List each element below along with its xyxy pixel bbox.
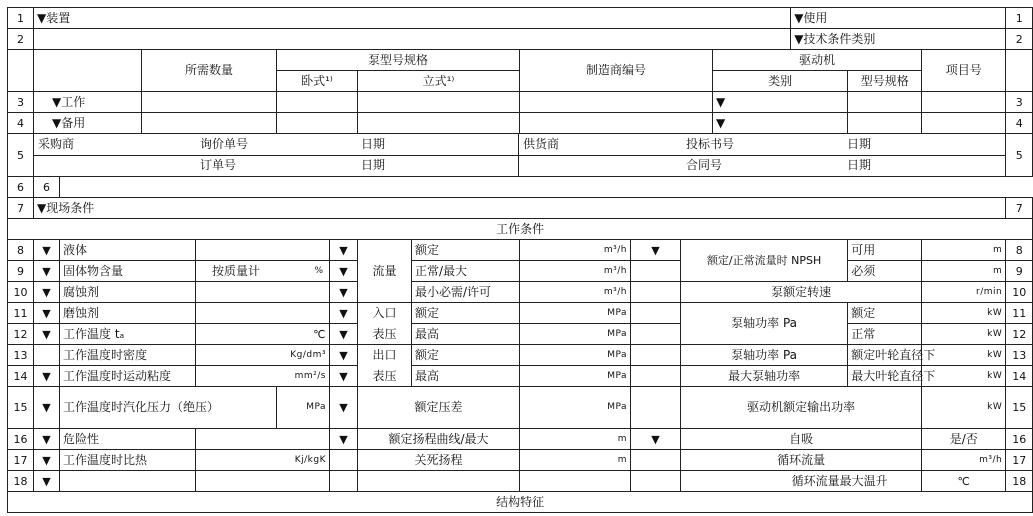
empty-cell <box>1006 50 1033 92</box>
marker: ▼ <box>34 240 60 261</box>
label-npsh: 额定/正常流量时 NPSH <box>681 240 848 282</box>
row-number: 16 <box>8 429 34 450</box>
row-6 <box>8 177 1033 198</box>
value-cell <box>196 261 330 282</box>
cell-driver-model <box>848 92 922 113</box>
marker: ▼ <box>34 450 60 471</box>
value-cell <box>196 240 330 261</box>
cell-driver-type: ▼ <box>713 113 848 134</box>
label-circ-temp-rise: 循环流量最大温升 <box>681 471 922 492</box>
spec-header-row-a <box>8 50 1033 71</box>
label-liquid: 液体 <box>60 240 196 261</box>
row-number: 12 <box>8 324 34 345</box>
row-1 <box>8 8 1033 29</box>
marker: ▼ <box>330 387 358 429</box>
label-date: 日期 <box>847 158 872 172</box>
value-cell <box>631 387 681 429</box>
label-rated-head-curve: 额定扬程曲线/最大 <box>358 429 520 450</box>
label-density: 工作温度时密度 <box>60 345 196 366</box>
label-corrosive: 腐蚀剂 <box>60 282 196 303</box>
value-cell <box>631 366 681 387</box>
section-title: 结构特征 <box>8 492 1033 513</box>
empty-cell <box>8 50 34 92</box>
cell-manufacturer-no <box>520 92 713 113</box>
purchase-block <box>34 134 1006 177</box>
label-by-mass: 按质量计 <box>212 263 261 278</box>
value-cell <box>631 282 681 303</box>
row-number: 2 <box>8 29 34 50</box>
row-18 <box>8 471 1033 492</box>
marker: ▼ <box>631 429 681 450</box>
row-15 <box>8 387 1033 429</box>
header-driver-type: 类别 <box>713 71 848 92</box>
row-number: 11 <box>1006 303 1033 324</box>
unit: mm²/s <box>196 366 330 387</box>
row-11 <box>8 303 1033 324</box>
row-number: 8 <box>1006 240 1033 261</box>
unit: m³/h <box>520 240 631 261</box>
marker: ▼ <box>330 240 358 261</box>
unit: MPa <box>520 366 631 387</box>
row-16 <box>8 429 1033 450</box>
label-purchaser: 采购商 <box>38 137 75 151</box>
label-inquiry-no: 询价单号 <box>200 137 249 151</box>
unit: MPa <box>520 387 631 429</box>
header-vertical: 立式¹⁾ <box>358 71 520 92</box>
cell-item-no <box>922 113 1006 134</box>
marker: ▼ <box>34 366 60 387</box>
row-number: 10 <box>1006 282 1033 303</box>
header-driver: 驱动机 <box>713 50 922 71</box>
unit: ℃ <box>196 324 330 345</box>
label-working-temp: 工作温度 tₐ <box>60 324 196 345</box>
label-yes-no: 是/否 <box>922 429 1006 450</box>
label-shaft-power: 泵轴功率 Pa <box>681 303 848 345</box>
label-solids: 固体物含量 <box>60 261 196 282</box>
unit: kW <box>922 324 1006 345</box>
unit: m³/h <box>520 261 631 282</box>
label-standby: ▼备用 <box>34 113 142 134</box>
row-number: 14 <box>8 366 34 387</box>
row-number: 9 <box>8 261 34 282</box>
label-rated-speed: 泵额定转速 <box>681 282 922 303</box>
divider <box>518 134 519 176</box>
row-number: 18 <box>8 471 34 492</box>
row-10 <box>8 282 1033 303</box>
label-self-priming: 自吸 <box>681 429 922 450</box>
field-site-conditions: ▼现场条件 <box>34 198 1006 219</box>
row-8 <box>8 240 1033 261</box>
label-hazard: 危险性 <box>60 429 196 450</box>
row-number: 14 <box>1006 366 1033 387</box>
row-4 <box>8 113 1033 134</box>
empty-cell <box>34 345 60 366</box>
empty-cell <box>358 471 520 492</box>
cell-quantity <box>142 113 277 134</box>
unit: % <box>314 265 323 276</box>
label-required: 必须 <box>848 261 922 282</box>
label-rated-impeller: 额定叶轮直径下 <box>848 345 922 366</box>
row-number: 9 <box>1006 261 1033 282</box>
label-flow: 流量 <box>358 240 412 303</box>
value-cell <box>631 324 681 345</box>
value-cell <box>196 303 330 324</box>
row-number: 16 <box>1006 429 1033 450</box>
row-number: 11 <box>8 303 34 324</box>
label-date: 日期 <box>361 137 386 151</box>
marker: ▼ <box>330 261 358 282</box>
label-order-no: 订单号 <box>200 158 237 172</box>
cell-vertical <box>358 113 520 134</box>
cell-horizontal <box>277 113 358 134</box>
row-9 <box>8 261 1033 282</box>
value-cell <box>520 471 631 492</box>
label-vapor-pressure: 工作温度时汽化压力（绝压） <box>60 387 277 429</box>
cell-manufacturer-no <box>520 113 713 134</box>
row-7 <box>8 198 1033 219</box>
row-2 <box>8 29 1033 50</box>
label-rated-diff-pressure: 额定压差 <box>358 387 520 429</box>
row-number: 17 <box>1006 450 1033 471</box>
section-working-conditions <box>8 219 1033 240</box>
label-rated: 额定 <box>412 303 520 324</box>
row-number: 1 <box>8 8 34 29</box>
section-title: 工作条件 <box>8 219 1033 240</box>
label-max-shaft-power: 最大泵轴功率 <box>681 366 848 387</box>
label-inlet-pressure: 入口 表压 <box>358 303 412 345</box>
unit: Kg/dm³ <box>196 345 330 366</box>
value-cell <box>631 303 681 324</box>
value-cell <box>631 450 681 471</box>
cell-driver-type: ▼ <box>713 92 848 113</box>
unit: MPa <box>520 345 631 366</box>
label-bid-no: 投标书号 <box>686 137 735 151</box>
header-manufacturer-no: 制造商编号 <box>520 50 713 92</box>
marker: ▼ <box>330 303 358 324</box>
label-min-required: 最小必需/许可 <box>412 282 520 303</box>
row-number: 17 <box>8 450 34 471</box>
unit: m³/h <box>520 282 631 303</box>
label-rated: 额定 <box>412 345 520 366</box>
cell-quantity <box>142 92 277 113</box>
marker: ▼ <box>34 261 60 282</box>
row-number: 5 <box>1006 134 1033 177</box>
marker: ▼ <box>34 429 60 450</box>
marker: ▼ <box>631 240 681 261</box>
row-17 <box>8 450 1033 471</box>
row-number: 15 <box>8 387 34 429</box>
row-number: 15 <box>1006 387 1033 429</box>
unit: MPa <box>520 303 631 324</box>
label-shaft-power: 泵轴功率 Pa <box>681 345 848 366</box>
label-rated: 额定 <box>848 303 922 324</box>
divider <box>34 155 1005 156</box>
unit: m <box>520 429 631 450</box>
label-date: 日期 <box>847 137 872 151</box>
label-abrasive: 磨蚀剂 <box>60 303 196 324</box>
header-item-no: 项目号 <box>922 50 1006 92</box>
unit: kW <box>922 303 1006 324</box>
row-number: 1 <box>1006 8 1033 29</box>
empty-cell <box>330 450 358 471</box>
label-max: 最高 <box>412 366 520 387</box>
row-number: 13 <box>8 345 34 366</box>
row-number: 8 <box>8 240 34 261</box>
label-max: 最高 <box>412 324 520 345</box>
label-rated: 额定 <box>412 240 520 261</box>
label-circulation-flow: 循环流量 <box>681 450 922 471</box>
label-normal-max: 正常/最大 <box>412 261 520 282</box>
row-number: 4 <box>1006 113 1033 134</box>
row-number: 6 <box>34 177 60 198</box>
label-specific-heat: 工作温度时比热 <box>60 450 196 471</box>
cell-horizontal <box>277 92 358 113</box>
label-supplier: 供货商 <box>523 137 560 151</box>
header-quantity: 所需数量 <box>142 50 277 92</box>
unit: m <box>520 450 631 471</box>
header-driver-model: 型号规格 <box>848 71 922 92</box>
header-horizontal: 卧式¹⁾ <box>277 71 358 92</box>
cell-item-no <box>922 92 1006 113</box>
label-driver-rated-output: 驱动机额定输出功率 <box>681 387 922 429</box>
unit: MPa <box>520 324 631 345</box>
unit: kW <box>922 366 1006 387</box>
row-number: 3 <box>1006 92 1033 113</box>
row-13 <box>8 345 1033 366</box>
label-max-impeller: 最大叶轮直径下 <box>848 366 922 387</box>
marker: ▼ <box>330 324 358 345</box>
label-date: 日期 <box>361 158 386 172</box>
marker: ▼ <box>34 387 60 429</box>
cell-vertical <box>358 92 520 113</box>
field-use: ▼使用 <box>791 8 1006 29</box>
datasheet-table <box>7 7 1033 513</box>
row-number: 3 <box>8 92 34 113</box>
row-number: 10 <box>8 282 34 303</box>
unit: kW <box>922 387 1006 429</box>
unit: m <box>922 261 1006 282</box>
label-normal: 正常 <box>848 324 922 345</box>
value-cell <box>196 429 330 450</box>
value-cell <box>196 282 330 303</box>
empty-cell <box>34 50 142 92</box>
unit: r/min <box>922 282 1006 303</box>
row-number: 5 <box>8 134 34 177</box>
label-working: ▼工作 <box>34 92 142 113</box>
field-tech-category: ▼技术条件类别 <box>791 29 1006 50</box>
row-5 <box>8 134 1033 177</box>
unit: ℃ <box>922 471 1006 492</box>
row-number: 6 <box>8 177 34 198</box>
empty-cell <box>330 471 358 492</box>
unit: m <box>922 240 1006 261</box>
marker: ▼ <box>330 345 358 366</box>
row-number: 4 <box>8 113 34 134</box>
label-available: 可用 <box>848 240 922 261</box>
row-number: 2 <box>1006 29 1033 50</box>
header-pump-model: 泵型号规格 <box>277 50 520 71</box>
marker: ▼ <box>34 471 60 492</box>
marker: ▼ <box>330 282 358 303</box>
unit: m³/h <box>922 450 1006 471</box>
row-14 <box>8 366 1033 387</box>
unit: MPa <box>277 387 330 429</box>
row-3 <box>8 92 1033 113</box>
marker: ▼ <box>34 303 60 324</box>
label-shutoff-head: 关死扬程 <box>358 450 520 471</box>
row-number: 12 <box>1006 324 1033 345</box>
marker: ▼ <box>330 366 358 387</box>
row-number: 18 <box>1006 471 1033 492</box>
label-contract-no: 合同号 <box>686 158 723 172</box>
section-structure <box>8 492 1033 513</box>
field-device: ▼装置 <box>34 8 791 29</box>
label-viscosity: 工作温度时运动粘度 <box>60 366 196 387</box>
value-cell <box>631 345 681 366</box>
empty-cell <box>60 471 196 492</box>
marker: ▼ <box>34 324 60 345</box>
value-cell <box>631 471 681 492</box>
value-cell <box>196 471 330 492</box>
cell-driver-model <box>848 113 922 134</box>
row-number: 7 <box>8 198 34 219</box>
marker: ▼ <box>330 429 358 450</box>
marker: ▼ <box>34 282 60 303</box>
label-outlet-pressure: 出口 表压 <box>358 345 412 387</box>
unit: Kj/kgK <box>196 450 330 471</box>
row-number: 13 <box>1006 345 1033 366</box>
row-number: 7 <box>1006 198 1033 219</box>
empty-cell <box>34 29 791 50</box>
value-cell <box>631 261 681 282</box>
unit: kW <box>922 345 1006 366</box>
row-12 <box>8 324 1033 345</box>
